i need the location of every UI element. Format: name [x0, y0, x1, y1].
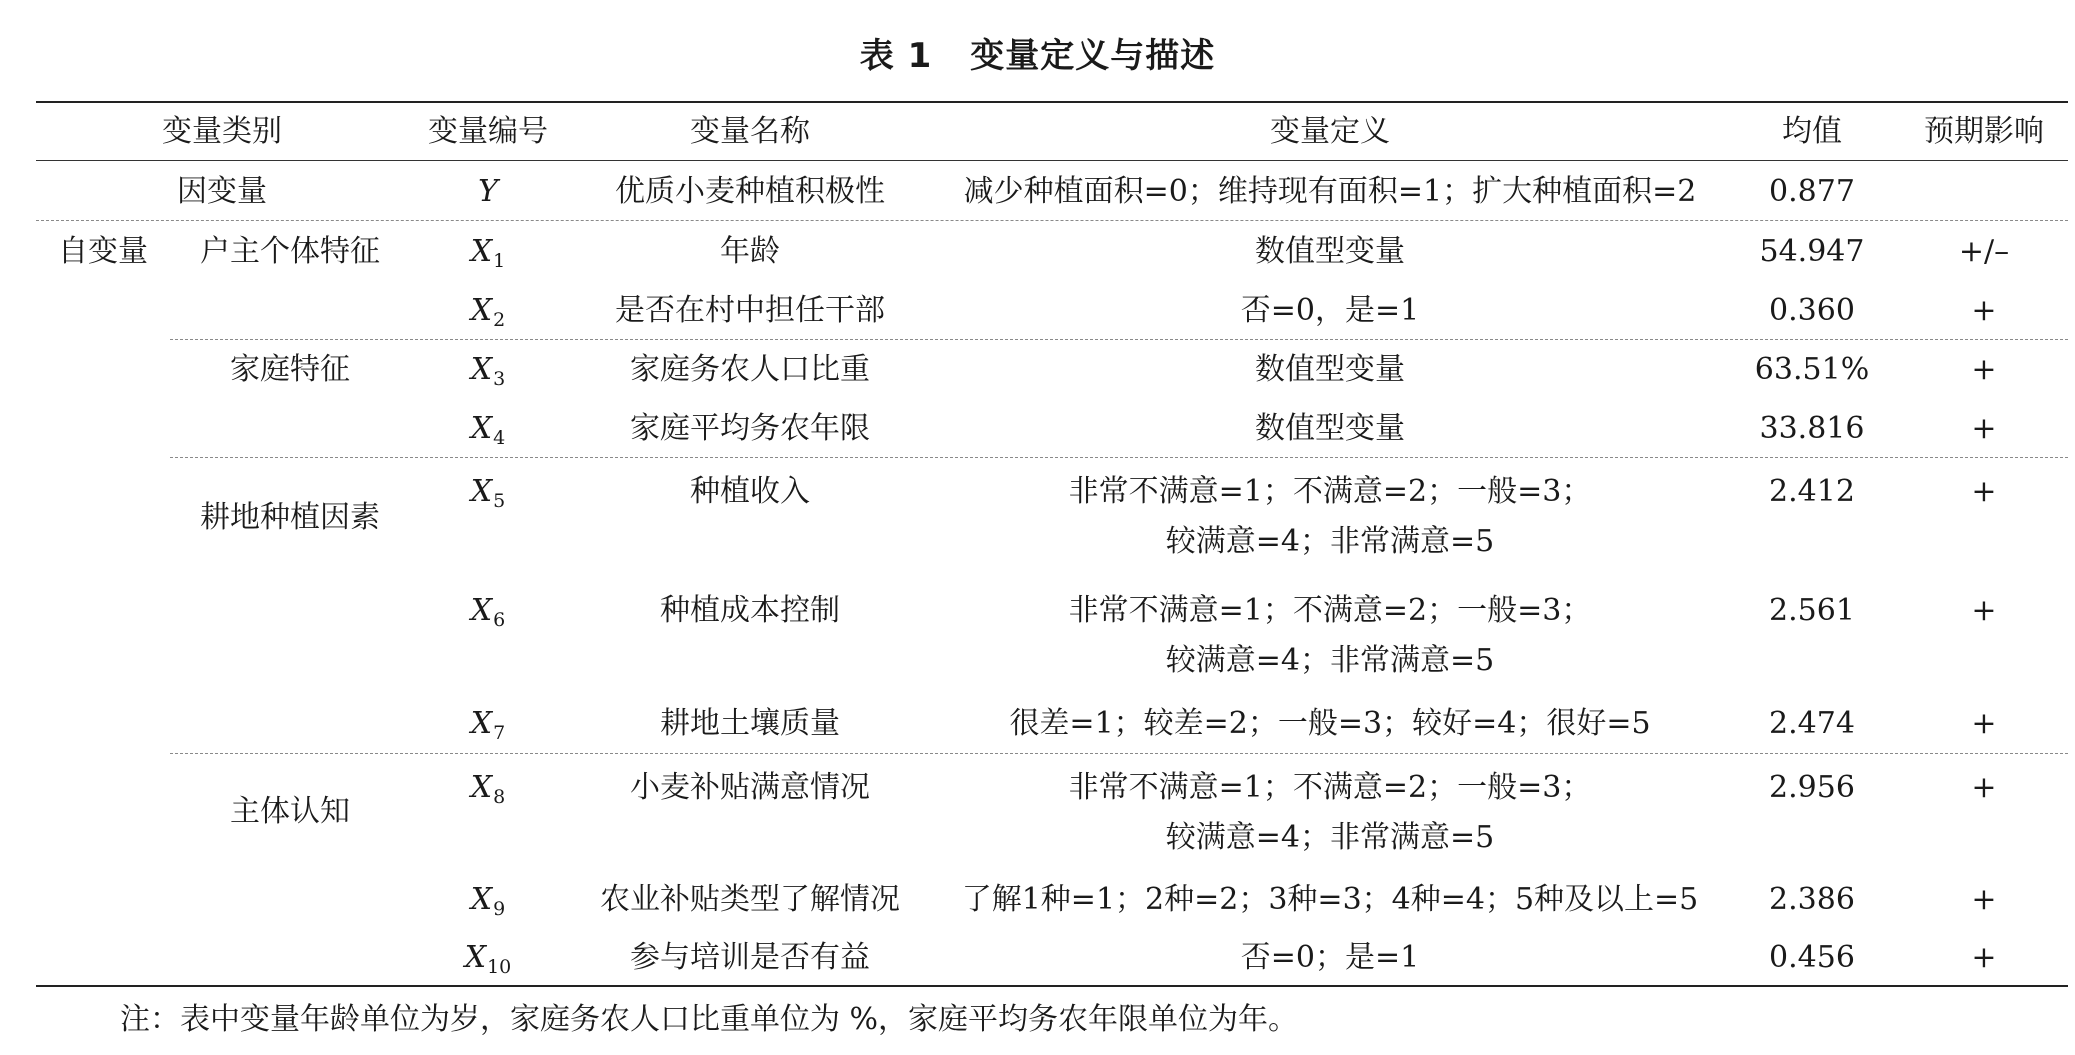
var-id-x5: $X_5$ — [470, 474, 506, 512]
table-title — [0, 28, 2075, 77]
group-divider-3 — [170, 753, 2068, 754]
var-effect-x4: + — [1971, 411, 1997, 446]
var-name-x5: 种植收入 — [690, 474, 810, 509]
var-effect-x9: + — [1971, 882, 1997, 917]
var-definition-x5-line1: 非常不满意=1；不满意=2；一般=3； — [1068, 474, 1592, 509]
var-name-x2: 是否在村中担任干部 — [615, 293, 885, 328]
var-mean-x10: 0.456 — [1769, 940, 1855, 975]
dependent-id: Y — [478, 174, 498, 209]
var-name-x3: 家庭务农人口比重 — [630, 352, 870, 387]
var-id-x10: $X_{10}$ — [464, 940, 512, 978]
var-mean-x5: 2.412 — [1769, 474, 1855, 509]
var-mean-x3: 63.51% — [1754, 352, 1870, 387]
var-definition-x6-line1: 非常不满意=1；不满意=2；一般=3； — [1068, 593, 1592, 628]
var-mean-x7: 2.474 — [1769, 706, 1855, 741]
var-id-x4: $X_4$ — [470, 411, 506, 449]
var-definition-x4: 数值型变量 — [1255, 411, 1405, 446]
header-category: 变量类别 — [162, 114, 282, 149]
var-id-x3: $X_3$ — [470, 352, 506, 390]
dependent-divider — [36, 220, 2068, 221]
var-definition-x10: 否=0；是=1 — [1240, 940, 1420, 975]
header-id: 变量编号 — [428, 114, 548, 149]
var-definition-x8-line2: 较满意=4；非常满意=5 — [1165, 820, 1495, 855]
var-mean-x9: 2.386 — [1769, 882, 1855, 917]
dependent-mean: 0.877 — [1769, 174, 1855, 209]
var-mean-x2: 0.360 — [1769, 293, 1855, 328]
var-effect-x10: + — [1971, 940, 1997, 975]
header-effect: 预期影响 — [1924, 114, 2044, 149]
group-label-cognition: 主体认知 — [230, 794, 350, 829]
var-effect-x8: + — [1971, 770, 1997, 805]
top-rule — [36, 101, 2068, 103]
var-name-x4: 家庭平均务农年限 — [630, 411, 870, 446]
var-name-x10: 参与培训是否有益 — [630, 940, 870, 975]
var-effect-x7: + — [1971, 706, 1997, 741]
var-id-x6: $X_6$ — [470, 593, 506, 631]
header-definition: 变量定义 — [1270, 114, 1390, 149]
header-name: 变量名称 — [690, 114, 810, 149]
var-id-x9: $X_9$ — [470, 882, 506, 920]
var-effect-x2: + — [1971, 293, 1997, 328]
header-rule — [36, 160, 2068, 161]
dependent-definition: 减少种植面积=0；维持现有面积=1；扩大种植面积=2 — [963, 174, 1697, 209]
group-divider-1 — [170, 339, 2068, 340]
var-mean-x4: 33.816 — [1759, 411, 1865, 446]
var-effect-x6: + — [1971, 593, 1997, 628]
dependent-name: 优质小麦种植积极性 — [615, 174, 885, 209]
var-name-x7: 耕地土壤质量 — [660, 706, 840, 741]
group-label-household-head: 户主个体特征 — [200, 234, 380, 269]
var-definition-x1: 数值型变量 — [1255, 234, 1405, 269]
var-definition-x8-line1: 非常不满意=1；不满意=2；一般=3； — [1068, 770, 1592, 805]
group-label-farmland: 耕地种植因素 — [200, 500, 380, 535]
group-divider-2 — [170, 457, 2068, 458]
var-name-x9: 农业补贴类型了解情况 — [600, 882, 900, 917]
group-label-family: 家庭特征 — [230, 352, 350, 387]
var-id-x7: $X_7$ — [470, 706, 506, 744]
var-name-x6: 种植成本控制 — [660, 593, 840, 628]
var-definition-x9: 了解1种=1；2种=2；3种=3；4种=4；5种及以上=5 — [961, 882, 1699, 917]
dependent-category: 因变量 — [177, 174, 267, 209]
table-number: 表 1 — [859, 36, 933, 76]
var-definition-x6-line2: 较满意=4；非常满意=5 — [1165, 643, 1495, 678]
var-mean-x1: 54.947 — [1759, 234, 1865, 269]
header-mean: 均值 — [1782, 114, 1842, 149]
bottom-rule — [36, 985, 2068, 987]
independent-label: 自变量 — [58, 234, 148, 269]
var-definition-x5-line2: 较满意=4；非常满意=5 — [1165, 524, 1495, 559]
var-name-x8: 小麦补贴满意情况 — [630, 770, 870, 805]
var-effect-x1: +/– — [1958, 234, 2010, 269]
var-effect-x5: + — [1971, 474, 1997, 509]
var-id-x8: $X_8$ — [470, 770, 506, 808]
var-mean-x8: 2.956 — [1769, 770, 1855, 805]
var-mean-x6: 2.561 — [1769, 593, 1855, 628]
var-id-x1: $X_1$ — [470, 234, 506, 272]
var-definition-x2: 否=0，是=1 — [1240, 293, 1420, 328]
var-definition-x3: 数值型变量 — [1255, 352, 1405, 387]
var-name-x1: 年龄 — [720, 234, 780, 269]
var-definition-x7: 很差=1；较差=2；一般=3；较好=4；很好=5 — [1009, 706, 1651, 741]
var-id-x2: $X_2$ — [470, 293, 506, 331]
table-title-text: 变量定义与描述 — [970, 36, 1216, 76]
table-note: 注：表中变量年龄单位为岁，家庭务农人口比重单位为 %，家庭平均务农年限单位为年。 — [120, 1002, 1299, 1037]
var-effect-x3: + — [1971, 352, 1997, 387]
